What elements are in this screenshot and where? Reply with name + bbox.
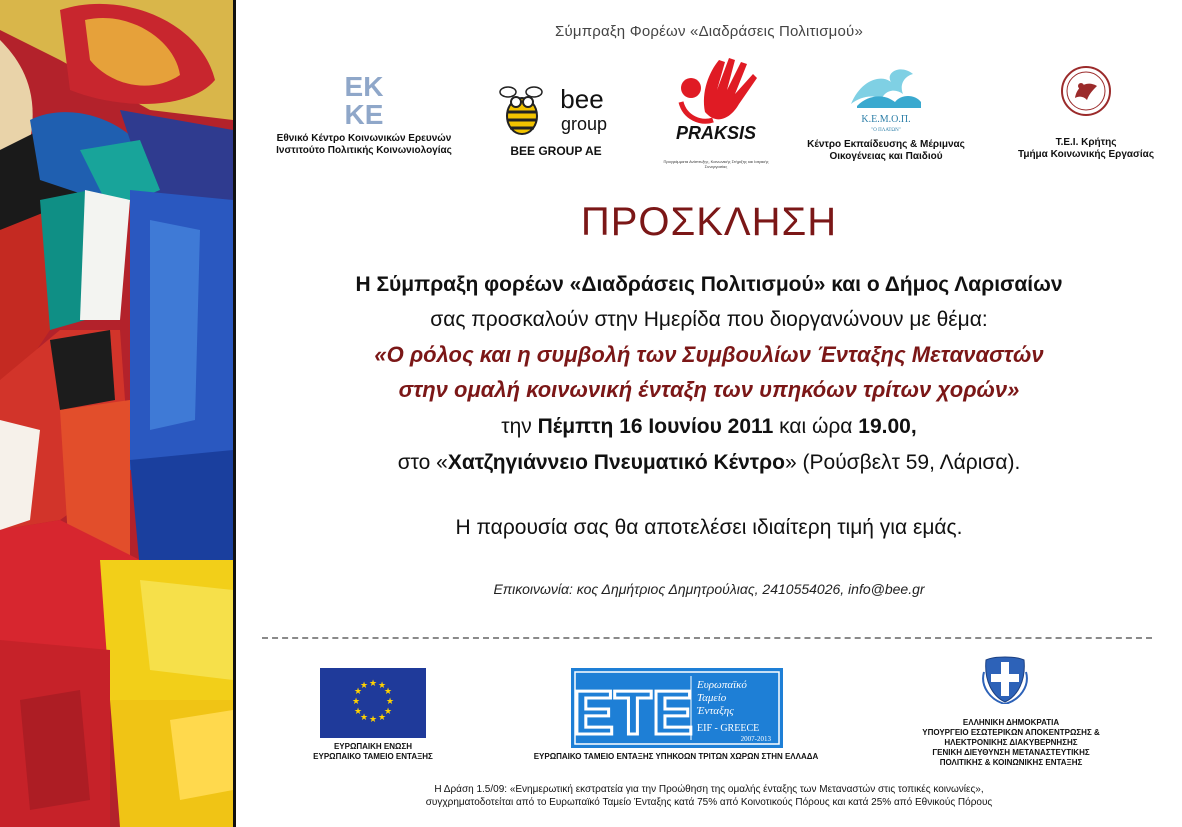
kemop-logo-sub: "Ο ΠΛΑΤΩΝ" (871, 128, 901, 133)
topic-line-1: «Ο ρόλος και η συμβολή των Συμβουλίων Ένταξης Μεταναστών (374, 342, 1044, 367)
invitation-title: ΠΡΟΣΚΛΗΣΗ (580, 200, 838, 244)
bee-logo-word: bee (560, 84, 604, 114)
ete-label-1: Ευρωπαϊκό (697, 679, 747, 691)
alliance-heading: Σύμπραξη Φορέων «Διαδράσεις Πολιτισμού» (555, 23, 863, 40)
time-prefix: και ώρα (773, 415, 859, 438)
svg-text:EK: EK (344, 71, 384, 102)
ete-logo-letters: ΕΤΕ (572, 679, 694, 748)
svg-text:★: ★ (368, 715, 378, 725)
event-date: Πέμπτη 16 Ιουνίου 2011 (537, 415, 774, 438)
eu-caption-2: ΕΥΡΩΠΑΙΚΟ ΤΑΜΕΙΟ ΕΝΤΑΞΗΣ (313, 752, 433, 761)
greece-caption-5: ΠΟΛΙΤΙΚΗΣ & ΚΟΙΝΩΝΙΚΗΣ ΕΝΤΑΞΗΣ (939, 758, 1083, 767)
svg-text:★: ★ (385, 697, 395, 707)
ekke-logo-icon (329, 68, 399, 128)
ete-years: 2007-2013 (740, 735, 771, 743)
greece-caption-4: ΓΕΝΙΚΗ ΔΙΕΥΘΥΝΣΗ ΜΕΤΑΝΑΣΤΕΥΤΙΚΗΣ (932, 748, 1090, 757)
bee-caption: BEE GROUP AE (510, 144, 602, 158)
ete-logo-icon (571, 668, 783, 748)
ekke-caption-1: Εθνικό Κέντρο Κοινωνικών Ερευνών (276, 133, 452, 144)
greek-coat-of-arms-icon (982, 652, 1028, 704)
eu-flag-icon (320, 668, 426, 738)
honor-line: Η παρουσία σας θα αποτελέσει ιδιαίτερη τιμή για εμάς. (455, 516, 963, 539)
ete-caption: ΕΥΡΩΠΑΙΚΟ ΤΑΜΕΙΟ ΕΝΤΑΞΗΣ ΥΠΗΚΟΩΝ ΤΡΙΤΩΝ ΧΩΡΩΝ ΣΤΗΝ ΕΛΛΑΔΑ (533, 752, 819, 761)
partner-praksis (661, 52, 771, 169)
partner-tei-crete (1001, 64, 1171, 161)
dashed-separator (262, 637, 1152, 639)
kemop-wave-logo-icon (841, 60, 931, 134)
svg-text:★: ★ (359, 713, 369, 723)
kemop-caption-2: Οικογένειας και Παιδιού (829, 151, 943, 162)
greece-caption (906, 718, 1116, 768)
funding-footnote (236, 783, 1182, 809)
praksis-hand-logo-icon (661, 52, 771, 164)
svg-text:★: ★ (383, 707, 393, 717)
footnote-line-2: συγχρηματοδοτείται από το Ευρωπαϊκό Ταμείο Ένταξης κατά 75% από Κοινοτικούς Πόρους και κατά 25% από Εθνικούς Πόρους (425, 797, 993, 808)
venue-prefix: στο « (397, 451, 448, 474)
invitation-line-1: Η Σύμπραξη φορέων «Διαδράσεις Πολιτισμού» και ο Δήμος Λαρισαίων (355, 273, 1063, 296)
kemop-caption-1: Κέντρο Εκπαίδευσης & Μέριμνας (807, 139, 965, 150)
contact-line: Επικοινωνία: κος Δημήτριος Δημητρούλιας, 2410554026, info@bee.gr (493, 581, 925, 597)
venue-suffix: » (Ρούσβελτ 59, Λάρισα). (785, 451, 1021, 474)
eu-caption (288, 742, 458, 762)
greece-caption-3: ΗΛΕΚΤΡΟΝΙΚΗΣ ΔΙΑΚΥΒΕΡΝΗΣΗΣ (944, 738, 1078, 747)
group-logo-word: group (560, 114, 608, 134)
svg-text:★: ★ (377, 713, 387, 723)
bee-logo-icon (494, 82, 618, 140)
svg-text:KE: KE (344, 99, 384, 128)
venue-name: Χατζηγιάννειο Πνευματικό Κέντρο (447, 451, 785, 474)
svg-text:★: ★ (353, 687, 363, 697)
svg-text:★: ★ (383, 687, 393, 697)
venue-line (236, 450, 1182, 476)
event-time: 19.00, (858, 415, 917, 438)
svg-text:★: ★ (377, 681, 387, 691)
abstract-painting (0, 0, 233, 827)
ete-label-2: Ταμείο (697, 692, 727, 704)
partner-kemop (801, 60, 971, 163)
svg-text:★: ★ (368, 679, 378, 689)
ekke-caption-2: Ινστιτούτο Πολιτικής Κοινωνιολογίας (276, 145, 452, 156)
footnote-line-1: Η Δράση 1.5/09: «Ενημερωτική εκστρατεία για την Προώθηση της ομαλής ένταξης των Μεταναστών στις τοπικές κοινωνίες», (434, 784, 984, 795)
greece-caption-2: ΥΠΟΥΡΓΕΙΟ ΕΣΩΤΕΡΙΚΩΝ ΑΠΟΚΕΝΤΡΩΣΗΣ & (922, 728, 1100, 737)
invitation-panel (236, 0, 1182, 827)
topic-line-2: στην ομαλή κοινωνική ένταξη των υπηκόων τρίτων χορών» (398, 377, 1020, 402)
tei-seal-icon (1059, 64, 1113, 118)
tei-caption-2: Τμήμα Κοινωνικής Εργασίας (1017, 149, 1155, 160)
svg-text:★: ★ (351, 697, 361, 707)
partner-bee-group (486, 82, 626, 157)
tei-caption-1: Τ.Ε.Ι. Κρήτης (1055, 137, 1117, 148)
eu-caption-1: ΕΥΡΩΠΑΙΚΗ ΕΝΩΣΗ (333, 742, 413, 751)
partner-ekke (254, 68, 474, 157)
date-prefix: την (501, 415, 538, 438)
ete-eif: EIF - GREECE (697, 723, 760, 734)
date-time-line (236, 414, 1182, 440)
greece-caption-1: ΕΛΛΗΝΙΚΗ ΔΗΜΟΚΡΑΤΙΑ (962, 718, 1060, 727)
svg-text:★: ★ (359, 681, 369, 691)
invitation-line-2: σας προσκαλούν στην Ημερίδα που διοργανώνουν με θέμα: (430, 308, 988, 331)
kemop-logo-word: Κ.Ε.Μ.Ο.Π. (861, 114, 911, 125)
svg-text:★: ★ (353, 707, 363, 717)
painting-image (0, 0, 233, 827)
ete-label-3: Ένταξης (697, 705, 734, 717)
praksis-tagline: Προγράμματα Ανάπτυξης, Κοινωνικής Στήριξης και Ιατρικής Συνεργασίας (663, 159, 769, 169)
praksis-logo-word: PRAKSIS (675, 123, 757, 143)
